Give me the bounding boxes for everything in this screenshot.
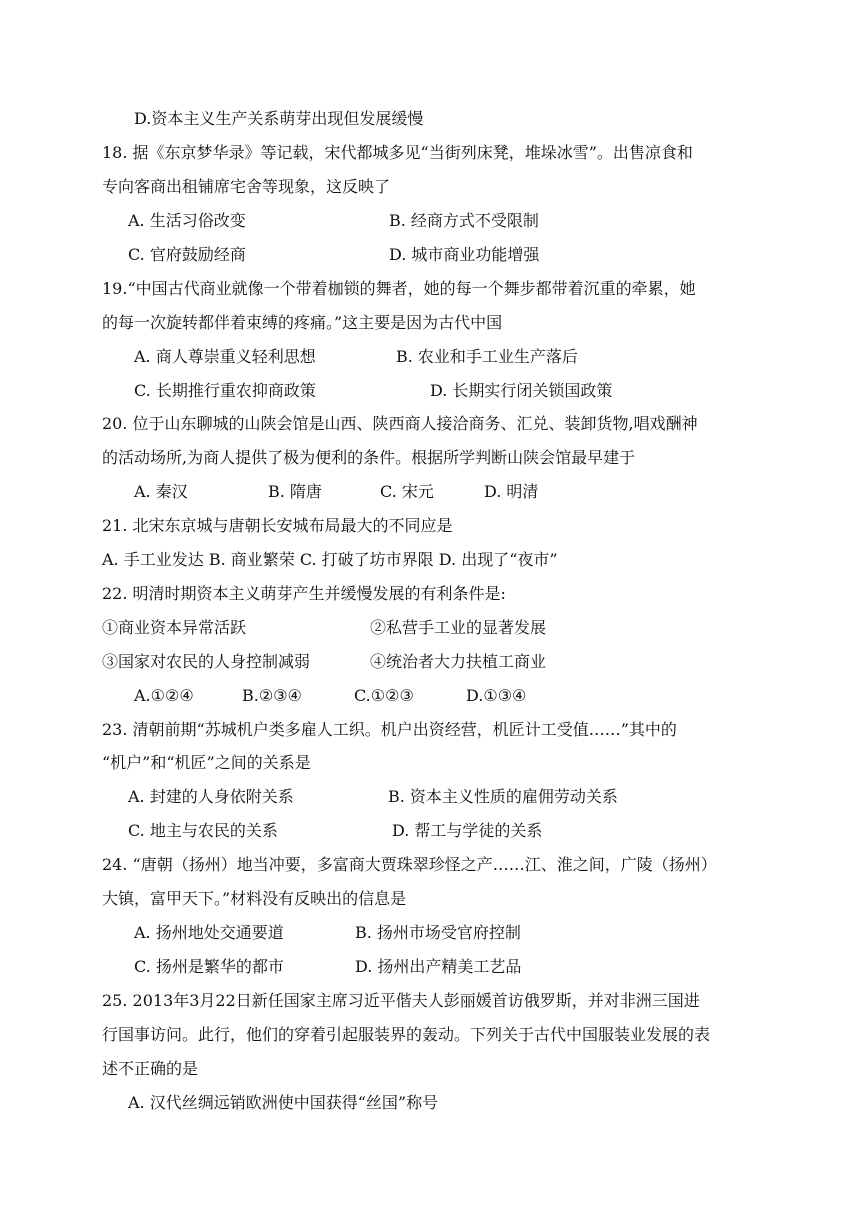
q20-option-a: A. 秦汉	[134, 482, 188, 501]
q19-stem-line-2: 的每一次旋转都伴着束缚的疼痛。”这主要是因为古代中国	[102, 313, 503, 332]
q23-stem-line-2: “机户”和“机匠”之间的关系是	[102, 753, 311, 772]
q21-options: A. 手工业发达 B. 商业繁荣 C. 打破了坊市界限 D. 出现了“夜市”	[102, 550, 558, 569]
q24-option-a: A. 扬州地处交通要道	[134, 923, 284, 942]
q19-stem-line-1: 19.“中国古代商业就像一个带着枷锁的舞者，她的每一个舞步都带着沉重的牵累，她	[102, 279, 696, 298]
q23-option-a: A. 封建的人身依附关系	[128, 787, 294, 806]
q21-stem-line-1: 21. 北宋东京城与唐朝长安城布局最大的不同应是	[102, 516, 453, 535]
q18-stem-line-1: 18. 据《东京梦华录》等记载，宋代都城多见“当街列床凳，堆垛冰雪”。出售凉食和	[102, 143, 693, 162]
q24-stem-line-2: 大镇，富甲天下。”材料没有反映出的信息是	[102, 889, 407, 908]
q25-stem-line-1: 25. 2013年3月22日新任国家主席习近平偕夫人彭丽媛首访俄罗斯，并对非洲三国进	[102, 991, 700, 1010]
q22-stem-line-1: 22. 明清时期资本主义萌芽产生并缓慢发展的有利条件是:	[102, 584, 506, 603]
q19-option-c: C. 长期推行重农抑商政策	[134, 381, 316, 400]
q19-option-a: A. 商人尊崇重义轻利思想	[134, 347, 316, 366]
q23-option-b: B. 资本主义性质的雇佣劳动关系	[388, 787, 618, 806]
q22-option-c: C.①②③	[354, 686, 414, 705]
q22-item-1: ①商业资本异常活跃	[102, 618, 247, 637]
q22-option-d: D.①③④	[466, 686, 527, 705]
q20-stem-line-1: 20. 位于山东聊城的山陕会馆是山西、陕西商人接洽商务、汇兑、装卸货物,唱戏酬神	[102, 414, 698, 433]
q25-option-a: A. 汉代丝绸远销欧洲使中国获得“丝国”称号	[128, 1093, 439, 1112]
q17-option-d: D.资本主义生产关系萌芽出现但发展缓慢	[134, 109, 424, 128]
q18-option-c: C. 官府鼓励经商	[128, 245, 246, 264]
q23-option-d: D. 帮工与学徒的关系	[392, 821, 543, 840]
q18-option-d: D. 城市商业功能增强	[389, 245, 540, 264]
q20-option-c: C. 宋元	[380, 482, 434, 501]
q22-item-4: ④统治者大力扶植工商业	[370, 652, 547, 671]
q18-stem-line-2: 专向客商出租铺席宅舍等现象，这反映了	[102, 177, 391, 196]
q24-option-d: D. 扬州出产精美工艺品	[355, 957, 522, 976]
q24-option-c: C. 扬州是繁华的都市	[134, 957, 284, 976]
q23-option-c: C. 地主与农民的关系	[128, 821, 278, 840]
q20-option-d: D. 明清	[484, 482, 539, 501]
q24-stem-line-1: 24. “唐朝（扬州）地当冲要，多富商大贾珠翠珍怪之产……江、淮之间，广陵（扬州）	[102, 855, 717, 874]
q22-item-3: ③国家对农民的人身控制减弱	[102, 652, 311, 671]
q22-option-b: B.②③④	[242, 686, 302, 705]
q23-stem-line-1: 23. 清朝前期“苏城机户类多雇人工织。机户出资经营，机匠计工受值……”其中的	[102, 720, 677, 739]
q22-item-2: ②私营手工业的显著发展	[370, 618, 547, 637]
q18-option-a: A. 生活习俗改变	[128, 211, 246, 230]
q22-option-a: A.①②④	[134, 686, 194, 705]
q20-stem-line-2: 的活动场所,为商人提供了极为便利的条件。根据所学判断山陕会馆最早建于	[102, 448, 636, 467]
q25-stem-line-3: 述不正确的是	[102, 1059, 199, 1078]
q25-stem-line-2: 行国事访问。此行，他们的穿着引起服装界的轰动。下列关于古代中国服装业发展的表	[102, 1025, 711, 1044]
q19-option-b: B. 农业和手工业生产落后	[396, 347, 578, 366]
q20-option-b: B. 隋唐	[268, 482, 322, 501]
q19-option-d: D. 长期实行闭关锁国政策	[430, 381, 613, 400]
q24-option-b: B. 扬州市场受官府控制	[355, 923, 521, 942]
q18-option-b: B. 经商方式不受限制	[389, 211, 539, 230]
